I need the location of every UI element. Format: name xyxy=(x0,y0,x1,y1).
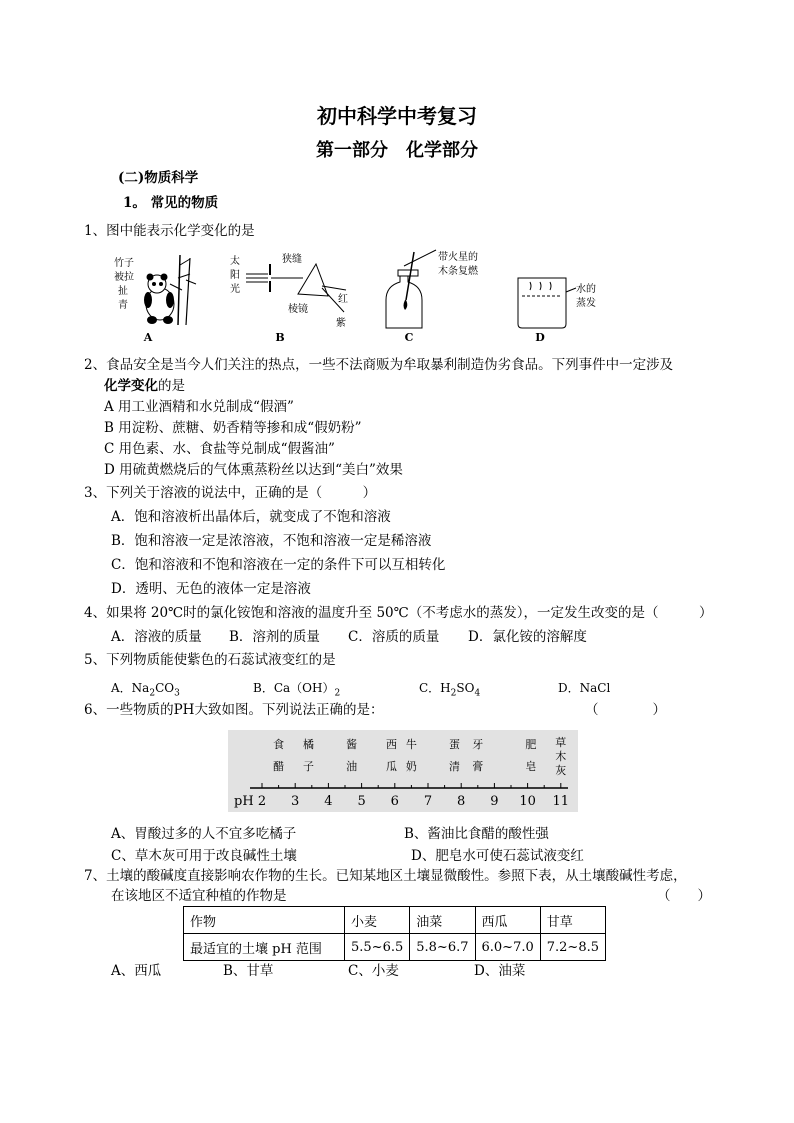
svg-text:阳: 阳 xyxy=(230,270,240,281)
figure-b-prism xyxy=(228,250,358,335)
q5-option-d: D．NaCl xyxy=(558,681,611,695)
ph-tick-label: 8 xyxy=(457,794,466,809)
page-subtitle: 第一部分 化学部分 xyxy=(316,140,478,161)
svg-text:带火星的: 带火星的 xyxy=(438,252,478,263)
svg-text:棱镜: 棱镜 xyxy=(288,304,308,315)
q3-option-a: A．饱和溶液析出晶体后，就变成了不饱和溶液 xyxy=(111,509,391,525)
ph-tick-label: 9 xyxy=(490,794,499,809)
q7-option-d: D、油菜 xyxy=(474,963,526,979)
q2-option-a: A 用工业酒精和水兑制成“假酒” xyxy=(104,399,294,415)
table-header-cell: 甘草 xyxy=(540,907,605,934)
figure-d-beaker xyxy=(510,270,610,330)
q6-answer-paren: （ ） xyxy=(585,702,666,718)
ph-substance-label: 西 xyxy=(385,738,397,751)
ph-tick-label: 10 xyxy=(519,794,536,809)
q6-option-b: B、酱油比食醋的酸性强 xyxy=(404,826,549,842)
q7-stem-cont: 在该地区不适宜种植的作物是 xyxy=(111,888,287,904)
svg-text:水的: 水的 xyxy=(576,284,596,295)
ph-tick-label: 11 xyxy=(552,794,570,809)
ph-tick-label: 3 xyxy=(291,794,300,809)
ph-substance-label: 膏 xyxy=(472,760,484,773)
table-header-cell: 油菜 xyxy=(410,907,475,934)
ph-substance-label: 灰 xyxy=(555,764,567,777)
ph-substance-label: 肥 xyxy=(525,738,537,751)
figure-b-label: B xyxy=(275,331,285,344)
ph-tick-label: 2 xyxy=(257,794,267,809)
q3-option-d: D．透明、无色的液体一定是溶液 xyxy=(111,581,311,597)
ph-substance-label: 子 xyxy=(302,760,314,773)
q5-option-b: B．$Ca(OH)_2$ xyxy=(253,681,341,699)
q2-stem-cont xyxy=(104,376,185,396)
q5-option-a: A．$Na_2CO_3$ xyxy=(111,681,180,699)
svg-text:红: 红 xyxy=(338,294,348,305)
ph-substance-label: 牙 xyxy=(472,738,484,751)
q6-option-c: C、草木灰可用于改良碱性土壤 xyxy=(111,848,297,864)
svg-text:蒸发: 蒸发 xyxy=(576,298,596,309)
ph-substance-label: 草 xyxy=(555,736,567,749)
ph-substance-label: 酱 xyxy=(346,738,358,751)
q5-option-c: C．$H_2SO_4$ xyxy=(419,681,481,699)
q7-option-a: A、西瓜 xyxy=(111,963,162,979)
ph-substance-label: 食 xyxy=(273,738,285,751)
q6-stem: 6、一些物质的PH大致如图。下列说法正确的是： xyxy=(84,702,384,718)
crop-ph-table xyxy=(183,906,606,961)
ph-substance-label: 奶 xyxy=(405,760,417,773)
q6-option-d: D、肥皂水可使石蕊试液变红 xyxy=(411,848,584,864)
table-row xyxy=(184,934,606,961)
q4-stem: 4、如果将 20℃时的氯化铵饱和溶液的温度升至 50℃（不考虑水的蒸发），一定发生改变的是（ ） xyxy=(84,605,713,621)
q4-option-c: C．溶质的质量 xyxy=(348,629,440,645)
ph-substance-label: 瓜 xyxy=(385,760,397,773)
ph-substance-label: 清 xyxy=(449,760,461,773)
q4-option-b: B．溶剂的质量 xyxy=(229,629,320,645)
q2-option-d: D 用硫黄燃烧后的气体熏蒸粉丝以达到“美白”效果 xyxy=(104,462,403,478)
figure-c-label: C xyxy=(404,331,414,344)
ph-substance-label: 木 xyxy=(555,750,567,763)
q2-option-b: B 用淀粉、蔗糖、奶香精等掺和成“假奶粉” xyxy=(104,420,362,436)
figure-a-panda xyxy=(112,250,202,330)
table-cell: 7.2~8.5 xyxy=(540,934,605,961)
svg-text:光: 光 xyxy=(230,284,240,295)
ph-substance-label: 皂 xyxy=(525,760,537,773)
svg-text:狭缝: 狭缝 xyxy=(282,254,302,265)
q6-option-a: A、胃酸过多的人不宜多吃橘子 xyxy=(111,826,297,842)
page-title: 初中科学中考复习 xyxy=(317,104,477,128)
table-header-cell: 作物 xyxy=(184,907,345,934)
q7-option-b: B、甘草 xyxy=(223,963,274,979)
q2-option-c: C 用色素、水、食盐等兑制成“假酱油” xyxy=(104,441,335,457)
q3-option-c: C．饱和溶液和不饱和溶液在一定的条件下可以互相转化 xyxy=(111,557,446,573)
table-cell: 6.0~7.0 xyxy=(475,934,540,961)
q7-option-c: C、小麦 xyxy=(348,963,399,979)
subsection-heading: 1。 常见的物质 xyxy=(123,195,219,211)
q4-option-d: D．氯化铵的溶解度 xyxy=(468,629,587,645)
q7-stem: 7、土壤的酸碱度直接影响农作物的生长。已知某地区土壤显微酸性。参照下表，从土壤酸碱性考虑， xyxy=(84,868,687,884)
svg-text:太: 太 xyxy=(230,256,240,267)
figure-d-label: D xyxy=(535,331,545,344)
svg-text:被拉: 被拉 xyxy=(114,272,134,283)
q5-stem: 5、下列物质能使紫色的石蕊试液变红的是 xyxy=(84,652,336,668)
table-cell: 5.5~6.5 xyxy=(345,934,410,961)
figure-a-label: A xyxy=(143,331,153,344)
section-heading: (二)物质科学 xyxy=(118,170,199,186)
figure-c-bottle xyxy=(380,240,500,335)
table-cell: 5.8~6.7 xyxy=(410,934,475,961)
table-row xyxy=(184,907,606,934)
ph-tick-label: 4 xyxy=(324,794,333,809)
ph-tick-label: 5 xyxy=(357,794,366,809)
ph-axis-label: pH xyxy=(234,794,254,809)
q2-stem: 2、食品安全是当今人们关注的热点，一些不法商贩为牟取暴利制造伪劣食品。下列事件中一定涉及 xyxy=(84,357,674,373)
q2-stem-end: 的是 xyxy=(158,378,185,394)
q1-stem: 1、图中能表示化学变化的是 xyxy=(84,223,255,239)
table-header-cell: 西瓜 xyxy=(475,907,540,934)
table-header-cell: 小麦 xyxy=(345,907,410,934)
q7-answer-paren: （ ） xyxy=(657,888,711,904)
table-cell: 最适宜的土壤 pH 范围 xyxy=(184,934,345,961)
svg-text:青: 青 xyxy=(118,300,128,311)
ph-substance-label: 橘 xyxy=(302,738,314,751)
ph-tick-label: 7 xyxy=(423,794,433,809)
ph-substance-label: 醋 xyxy=(273,760,285,773)
ph-tick-label: 6 xyxy=(390,794,399,809)
q3-option-b: B．饱和溶液一定是浓溶液，不饱和溶液一定是稀溶液 xyxy=(111,533,432,549)
svg-text:竹子: 竹子 xyxy=(114,258,134,269)
ph-scale-figure xyxy=(228,730,578,812)
q3-stem: 3、下列关于溶液的说法中，正确的是（ ） xyxy=(84,485,377,501)
ph-substance-label: 牛 xyxy=(405,738,417,751)
ph-substance-label: 蛋 xyxy=(449,738,461,751)
svg-text:扯: 扯 xyxy=(118,286,128,297)
svg-text:紫: 紫 xyxy=(336,318,346,329)
q4-option-a: A．溶液的质量 xyxy=(111,629,202,645)
q2-key-term: 化学变化 xyxy=(104,378,158,394)
svg-text:木条复燃: 木条复燃 xyxy=(438,266,478,277)
ph-substance-label: 油 xyxy=(346,760,358,773)
